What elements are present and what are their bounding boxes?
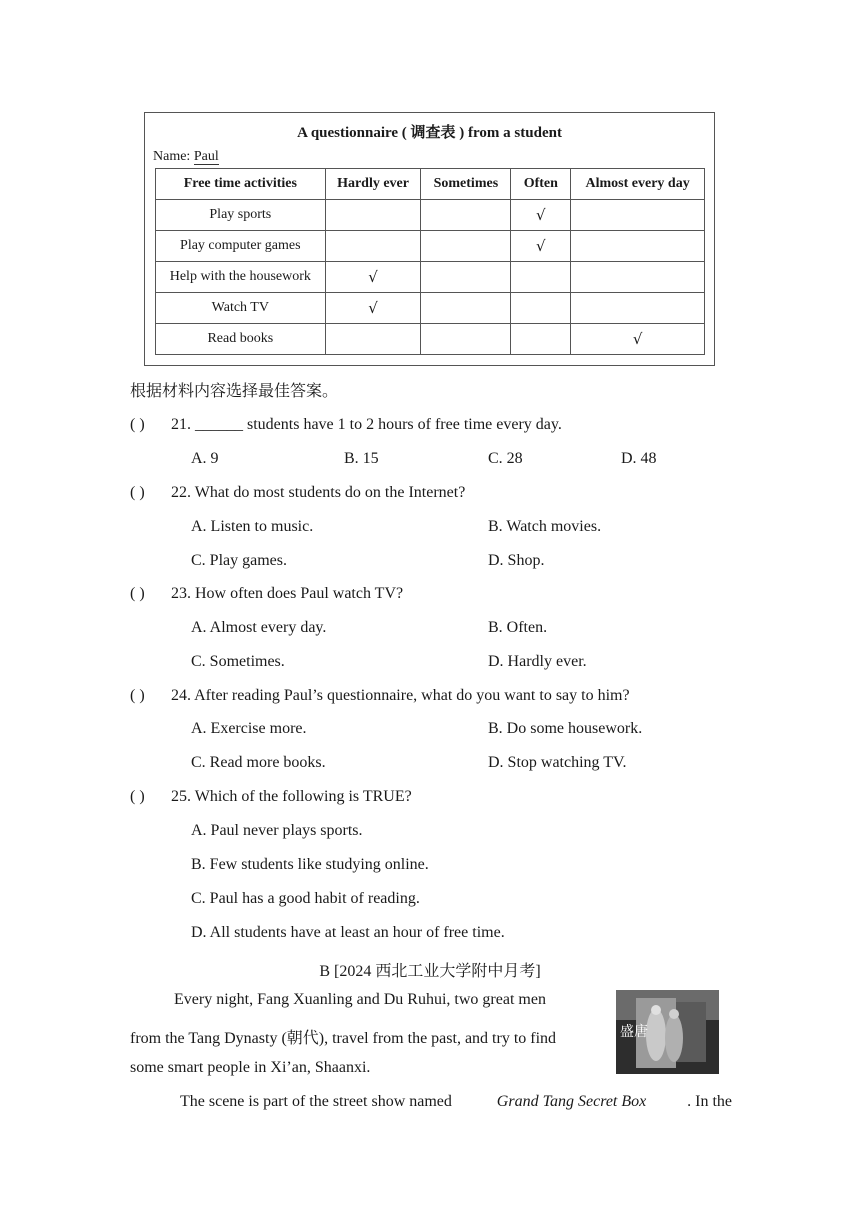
name-line [153,149,219,165]
passage-italic-title: Grand Tang Secret Box [496,1093,647,1110]
passage-line-2 [180,1093,732,1111]
activity-cell: Play sports [156,200,326,231]
option-b: B. Few students like studying online. [191,856,429,873]
name-label: Name: [153,149,191,164]
option-b: B. Watch movies. [488,518,602,535]
table-header: Hardly ever [325,169,421,200]
option-d: D. 48 [621,450,657,467]
check-cell: √ [511,200,571,231]
answer-blank[interactable]: ( ) [130,585,145,602]
table-header: Almost every day [571,169,705,200]
table-header-row [156,169,705,200]
option-b: B. Often. [488,619,548,636]
check-cell: √ [511,231,571,262]
street-show-photo [616,990,719,1074]
answer-blank[interactable]: ( ) [130,687,145,704]
table-row [156,293,705,324]
check-cell [325,231,421,262]
check-cell [421,262,511,293]
table-row [156,200,705,231]
passage-text-end: . In the [687,1093,732,1110]
table-row [156,231,705,262]
street-show-image [616,990,719,1074]
option-d: D. Hardly ever. [488,653,587,670]
option-a: A. Listen to music. [191,518,314,535]
check-cell [511,324,571,355]
option-b: B. Do some housework. [488,720,643,737]
question-stem: 23. How often does Paul watch TV? [171,585,404,602]
questionnaire-table [155,168,705,355]
option-c: C. Sometimes. [191,653,285,670]
questionnaire-title: A questionnaire ( 调查表 ) from a student [297,125,562,141]
question-stem: 24. After reading Paul’s questionnaire, what do you want to say to him? [171,687,630,704]
activity-cell: Read books [156,324,326,355]
option-c: C. Paul has a good habit of reading. [191,890,420,907]
passage-text: The scene is part of the street show named [180,1093,456,1110]
answer-blank[interactable]: ( ) [130,788,145,805]
option-d: D. Stop watching TV. [488,754,627,771]
check-cell [571,293,705,324]
option-c: C. Play games. [191,552,287,569]
instruction-text: 根据材料内容选择最佳答案。 [130,381,339,400]
check-cell [421,293,511,324]
photo-caption: 盛唐 [620,1024,648,1040]
option-a: A. Paul never plays sports. [191,822,363,839]
questionnaire-box [144,112,715,366]
check-cell [421,324,511,355]
check-cell [571,262,705,293]
passage-line: Every night, Fang Xuanling and Du Ruhui, two great men [174,991,546,1008]
name-value: Paul [193,149,219,164]
passage-line: some smart people in Xi’an, Shaanxi. [130,1059,371,1076]
check-cell [571,231,705,262]
option-a: A. Almost every day. [191,619,327,636]
question-stem: 21. ______ students have 1 to 2 hours of free time every day. [171,416,562,433]
activity-cell: Help with the housework [156,262,326,293]
answer-blank[interactable]: ( ) [130,416,145,433]
option-d: D. Shop. [488,552,545,569]
activity-cell: Watch TV [156,293,326,324]
table-header: Sometimes [421,169,511,200]
check-cell: √ [571,324,705,355]
check-cell [325,324,421,355]
passage-line: from the Tang Dynasty (朝代), travel from the past, and try to find [130,1030,557,1047]
check-cell: √ [325,293,421,324]
check-cell [421,200,511,231]
check-cell [511,293,571,324]
question-stem: 22. What do most students do on the Internet? [171,484,466,501]
option-c: C. 28 [488,450,523,467]
option-a: A. Exercise more. [191,720,307,737]
table-row [156,262,705,293]
question-stem: 25. Which of the following is TRUE? [171,788,412,805]
answer-blank[interactable]: ( ) [130,484,145,501]
check-cell: √ [325,262,421,293]
table-header: Often [511,169,571,200]
check-cell [421,231,511,262]
check-cell [571,200,705,231]
option-d: D. All students have at least an hour of free time. [191,924,505,941]
activity-cell: Play computer games [156,231,326,262]
option-a: A. 9 [191,450,219,467]
table-row [156,324,705,355]
section-b-heading: B [2024 西北工业大学附中月考] [319,963,541,980]
option-b: B. 15 [344,450,379,467]
table-header: Free time activities [156,169,326,200]
check-cell [511,262,571,293]
check-cell [325,200,421,231]
option-c: C. Read more books. [191,754,326,771]
